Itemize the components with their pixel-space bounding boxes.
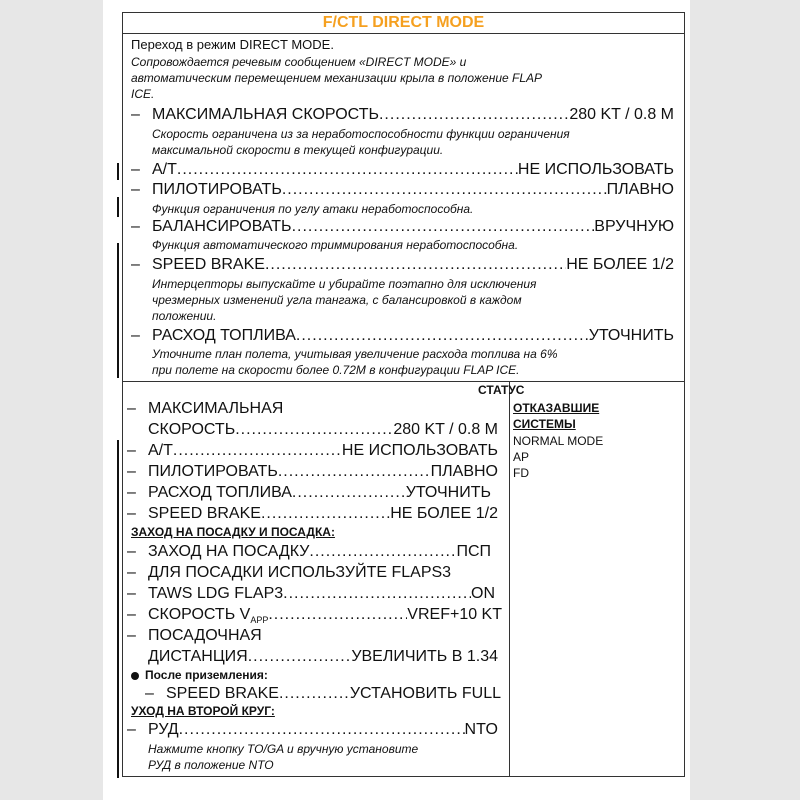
failed-system-item: NORMAL MODE [513,434,604,448]
item-at [152,160,674,180]
dash-marker: – [127,606,136,623]
dash-marker: – [127,721,136,738]
item-label: ПИЛОТИРОВАТЬ [148,463,278,480]
item-label: A/T [152,161,177,178]
dash-marker: – [131,218,140,235]
item-max-speed [152,105,674,125]
item-value: ВРУЧНУЮ [594,218,674,235]
item-note: Скорость ограничена из за неработоспособности функции ограничения [152,127,570,141]
dash-marker: – [127,505,136,522]
status-taws [148,584,495,604]
failed-system-item: AP [513,450,530,464]
change-bar [117,163,119,180]
item-label: ЗАХОД НА ПОСАДКУ [148,543,310,560]
failed-systems-heading: ОТКАЗАВШИЕ [513,401,600,415]
dash-marker: – [131,181,140,198]
item-label: СКОРОСТЬ $V_{APP}$ [148,606,269,626]
leader-dots [235,420,393,440]
column-divider [509,381,510,777]
item-note: Функция ограничения по углу атаки неработоспособна. [152,202,474,216]
leader-dots [177,160,518,180]
item-value: 280 KT / 0.8 M [569,106,674,123]
item-note: при полете на скорости более 0.72M в конфигурации FLAP ICE. [152,363,520,377]
item-trim [152,217,674,237]
intro-line: Переход в режим DIRECT MODE. [131,37,334,52]
item-note: Функция автоматического триммирования неработоспособна. [152,238,519,252]
change-bar [117,440,119,778]
leader-dots [296,326,589,346]
leader-dots [265,255,566,275]
item-value: NTO [464,721,498,738]
item-value: НЕ БОЛЕЕ 1/2 [390,505,498,522]
leader-dots [268,605,407,625]
dash-marker: – [145,685,154,702]
status-at [148,441,498,461]
item-value: УТОЧНИТЬ [405,484,491,501]
intro-line: Сопровождается речевым сообщением «DIRECT MODE» и [131,55,467,69]
item-label: SPEED BRAKE [152,256,265,273]
status-pilot [148,462,498,482]
status-landing-distance-line1: ПОСАДОЧНАЯ [148,627,262,644]
status-approach [148,542,491,562]
dash-marker: – [131,161,140,178]
failed-systems-heading: СИСТЕМЫ [513,417,576,431]
dash-marker: – [131,106,140,123]
item-value: ПЛАВНО [606,181,674,198]
change-bar [117,243,119,378]
item-value: УВЕЛИЧИТЬ В 1.34 [351,648,498,665]
item-note: Интерцепторы выпускайте и убирайте поэтапно для исключения [152,277,537,291]
intro-line: ICE. [131,87,155,101]
dash-marker: – [131,327,140,344]
procedure-title: F/CTL DIRECT MODE [122,12,685,34]
status-fuel [148,483,491,503]
item-value: ПСП [456,543,491,560]
status-heading: СТАТУС [478,383,525,397]
rud-note: РУД в положение NTO [148,758,274,772]
leader-dots [283,584,471,604]
leader-dots [292,217,595,237]
leader-dots [282,180,607,200]
after-landing-label: После приземления: [145,668,268,682]
item-label: БАЛАНСИРОВАТЬ [152,218,292,235]
leader-dots [279,684,350,704]
leader-dots [309,542,456,562]
status-max-speed-line1: МАКСИМАЛЬНАЯ [148,400,284,417]
status-rud [148,720,498,740]
item-label: РУД [148,721,179,738]
dash-marker: – [127,627,136,644]
status-speed-brake-full [166,684,501,704]
leader-dots [248,647,352,667]
dash-marker: – [127,463,136,480]
dash-marker: – [127,543,136,560]
item-speed-brake [152,255,674,275]
item-label: РАСХОД ТОПЛИВА [148,484,292,501]
item-note: чрезмерных изменений угла тангажа, с балансировкой в каждом [152,293,522,307]
dash-marker: – [127,585,136,602]
item-label: РАСХОД ТОПЛИВА [152,327,296,344]
dash-marker: – [131,256,140,273]
item-label: ДИСТАНЦИЯ [148,648,248,665]
status-max-speed [148,420,498,440]
dash-marker: – [127,484,136,501]
item-label: SPEED BRAKE [148,505,261,522]
dash-marker: – [127,400,136,417]
item-value: УТОЧНИТЬ [588,327,674,344]
status-speed-brake [148,504,498,524]
status-flaps: ДЛЯ ПОСАДКИ ИСПОЛЬЗУЙТЕ FLAPS3 [148,564,452,581]
leader-dots [261,504,390,524]
intro-line: автоматическим перемещением механизации крыла в положение FLAP [131,71,543,85]
dash-marker: – [127,564,136,581]
item-label: SPEED BRAKE [166,685,279,702]
item-label: TAWS LDG FLAP3 [148,585,284,602]
vapp-subscript: APP [250,615,269,626]
item-note: Уточните план полета, учитывая увеличение расхода топлива на 6% [152,347,558,361]
failed-system-item: FD [513,466,529,480]
item-note: положении. [152,309,217,323]
leader-dots [292,483,406,503]
leader-dots [173,441,342,461]
rud-note: Нажмите кнопку TO/GA и вручную установите [148,742,419,756]
item-label: ПИЛОТИРОВАТЬ [152,181,282,198]
status-landing-distance [148,647,498,667]
item-pilot [152,180,674,200]
item-value: ПЛАВНО [430,463,498,480]
item-value: VREF+10 KT [407,606,502,623]
item-value: 280 KT / 0.8 M [393,421,498,438]
item-value: УСТАНОВИТЬ FULL [349,685,501,702]
leader-dots [379,105,569,125]
dash-marker: – [127,442,136,459]
item-fuel [152,326,674,346]
leader-dots [179,720,465,740]
change-bar [117,197,119,217]
item-value: НЕ ИСПОЛЬЗОВАТЬ [517,161,674,178]
item-label: A/T [148,442,173,459]
leader-dots [278,462,431,482]
section-divider [122,381,685,382]
go-around-heading: УХОД НА ВТОРОЙ КРУГ: [131,704,275,718]
item-label: СКОРОСТЬ [148,421,236,438]
item-value: НЕ БОЛЕЕ 1/2 [566,256,674,273]
item-note: максимальной скорости в текущей конфигурации. [152,143,444,157]
approach-heading: ЗАХОД НА ПОСАДКУ И ПОСАДКА: [131,525,335,539]
bullet-marker [131,672,139,680]
item-value: ON [471,585,495,602]
item-value: НЕ ИСПОЛЬЗОВАТЬ [341,442,498,459]
item-label: МАКСИМАЛЬНАЯ СКОРОСТЬ [152,106,379,123]
